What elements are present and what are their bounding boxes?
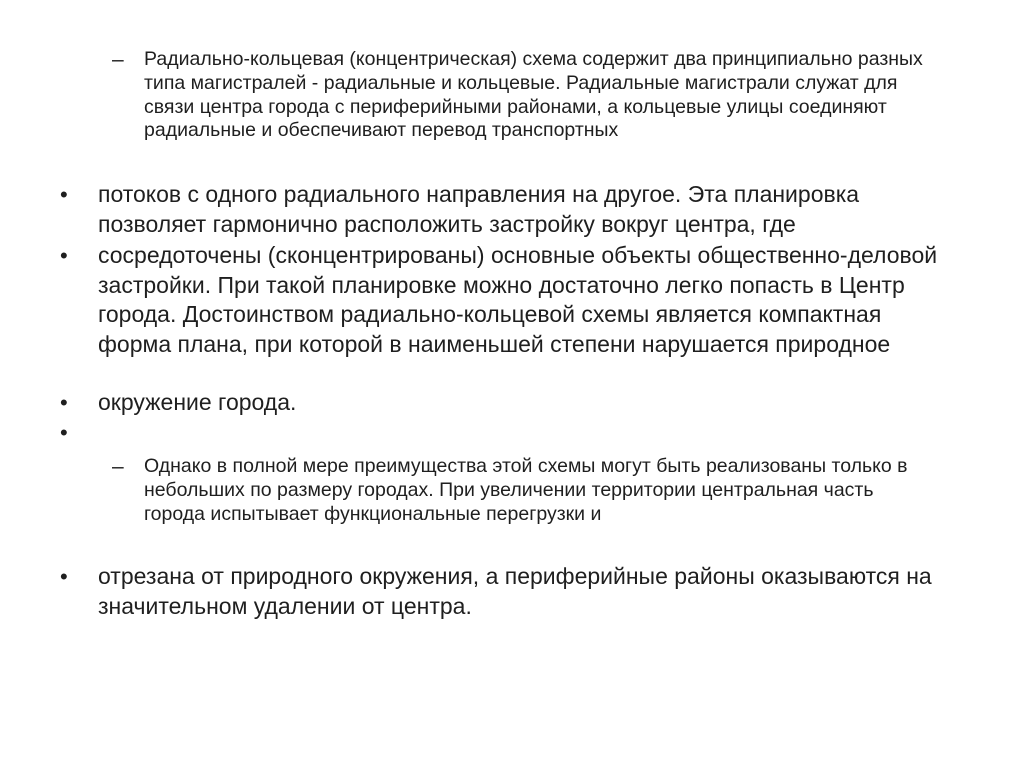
list-item-text: окружение города. <box>98 389 297 415</box>
bullet-marker: • <box>60 243 68 268</box>
list-item-sub-1 <box>112 48 924 143</box>
dash-marker: – <box>112 48 124 71</box>
list-item-sub-2 <box>112 455 924 526</box>
list-item-text: отрезана от природного окружения, а периферийные районы оказываются на значительном удалении от центра. <box>98 563 932 619</box>
bullet-marker: • <box>60 390 68 415</box>
list-item-text: Радиально-кольцевая (концентрическая) схема содержит два принципиально разных типа магистралей - радиальные и кольцевые. Радиальные магистрали служат для связи центра города с периферийными районами, а кольцевые улицы соединяют радиальные и обеспечивают перевод транспортных <box>144 48 923 142</box>
bullet-marker: • <box>60 420 68 445</box>
list-item-text: потоков с одного радиального направления на другое. Эта планировка позволяет гармонично расположить застройку вокруг центра, где <box>98 181 860 237</box>
bullet-marker: • <box>60 564 68 589</box>
list-item-bullet-3 <box>60 388 958 418</box>
bullet-marker: • <box>60 182 68 207</box>
dash-marker: – <box>112 455 124 478</box>
list-item-bullet-4 <box>60 562 958 621</box>
list-item-text: Однако в полной мере преимущества этой схемы могут быть реализованы только в небольших по размеру городах. При увеличении территории центральная часть города испытывает функциональные перегрузки и <box>144 455 908 525</box>
list-item-text: сосредоточены (сконцентрированы) основные объекты общественно-деловой застройки. При такой планировке можно достаточно легко попасть в Центр города. Достоинством радиально-кольцевой схемы является компактная форма плана, при которой в наименьшей степени нарушается природное <box>98 242 938 357</box>
list-item-bullet-1 <box>60 180 958 239</box>
list-item-bullet-2 <box>60 241 958 359</box>
